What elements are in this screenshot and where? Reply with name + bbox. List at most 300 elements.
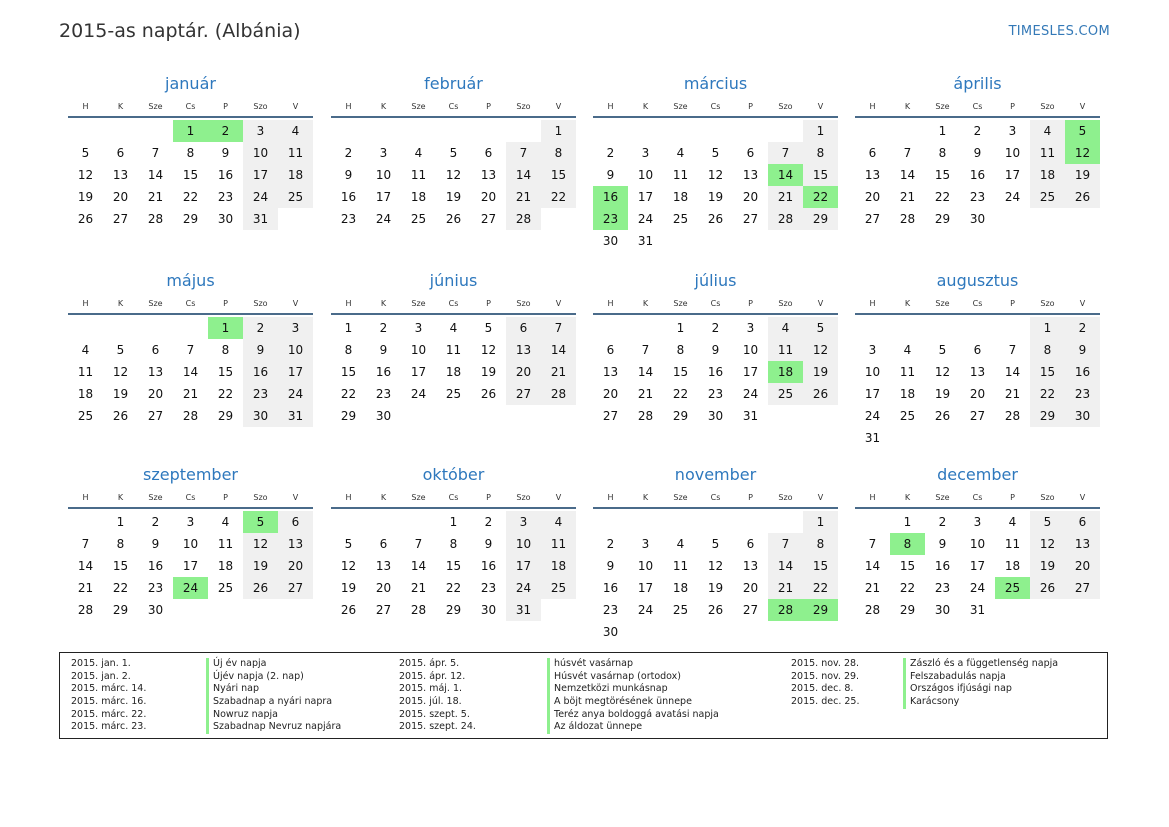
empty-day-cell	[68, 511, 103, 533]
weekday-label: H	[607, 102, 614, 111]
day-cell: 6	[606, 343, 615, 357]
day-cell: 30	[217, 212, 234, 226]
day-cell: 10	[1004, 146, 1021, 160]
day-cell: 22	[182, 190, 199, 204]
holiday-name: Nowruz napja	[206, 709, 341, 722]
holiday-names-column	[206, 658, 341, 734]
day-cell: 20	[1065, 555, 1100, 577]
empty-day-cell	[925, 317, 960, 339]
empty-day-cell	[401, 120, 436, 142]
day-cell: 20	[742, 581, 759, 595]
day-cell: 19	[112, 387, 129, 401]
day-cell: 17	[506, 555, 541, 577]
day-cell: 2	[973, 124, 982, 138]
week-row	[593, 186, 838, 208]
day-cell: 20	[112, 190, 129, 204]
day-cell: 19	[445, 190, 462, 204]
empty-day-cell	[628, 511, 663, 533]
empty-day-cell	[436, 405, 471, 427]
empty-day-cell	[1030, 427, 1065, 449]
day-cell: 20	[602, 387, 619, 401]
day-cell: 29	[934, 212, 951, 226]
day-cell: 1	[938, 124, 947, 138]
day-cell: 14	[77, 559, 94, 573]
day-cell: 31	[864, 431, 881, 445]
empty-day-cell	[768, 405, 803, 427]
month-március	[593, 73, 838, 252]
weekday-label: Sze	[673, 493, 688, 502]
day-cell: 30	[602, 625, 619, 639]
month-name: március	[683, 74, 748, 93]
day-cell: 18	[672, 581, 689, 595]
day-cell: 15	[112, 559, 129, 573]
day-cell: 24	[1004, 190, 1021, 204]
day-cell: 28	[768, 208, 803, 230]
day-cell: 28	[1004, 409, 1021, 423]
week-row	[68, 208, 313, 230]
month-name: október	[422, 465, 485, 484]
weekday-label: Sze	[935, 102, 950, 111]
holiday-dates-column	[791, 658, 859, 709]
day-cell: 15	[340, 365, 357, 379]
weekday-label: P	[223, 102, 228, 111]
empty-day-cell	[1030, 599, 1065, 621]
holiday-name: Új év napja	[206, 658, 341, 671]
weekday-label: P	[486, 493, 491, 502]
day-cell: 9	[151, 537, 160, 551]
day-cell: 8	[938, 146, 947, 160]
day-cell: 20	[480, 190, 497, 204]
day-cell: 21	[77, 581, 94, 595]
day-cell: 6	[151, 343, 160, 357]
weekday-label: K	[117, 493, 124, 502]
day-cell: 24	[637, 603, 654, 617]
empty-day-cell	[663, 511, 698, 533]
day-cell: 20	[969, 387, 986, 401]
day-cell: 13	[864, 168, 881, 182]
day-cell: 24	[742, 387, 759, 401]
day-cell: 29	[803, 599, 838, 621]
day-cell: 5	[711, 537, 720, 551]
day-cell: 23	[217, 190, 234, 204]
holiday-name: Szabadnap a nyári napra	[206, 696, 341, 709]
day-cell: 8	[890, 533, 925, 555]
weekday-label: V	[555, 493, 562, 502]
holiday-name: Felszabadulás napja	[903, 671, 1058, 684]
day-cell: 19	[340, 581, 357, 595]
day-cell: 22	[1030, 383, 1065, 405]
day-cell: 12	[480, 343, 497, 357]
day-cell: 3	[641, 537, 650, 551]
weekday-header	[331, 489, 576, 507]
day-cell: 30	[1065, 405, 1100, 427]
day-cell: 9	[243, 339, 278, 361]
day-cell: 23	[243, 383, 278, 405]
empty-day-cell	[698, 511, 733, 533]
empty-day-cell	[698, 621, 733, 643]
weekday-label: P	[223, 493, 228, 502]
week-row	[593, 230, 838, 252]
weekday-label: H	[607, 493, 614, 502]
weekday-label: Szo	[516, 299, 531, 308]
weekday-label: Cs	[972, 299, 983, 308]
month-name: április	[953, 74, 1002, 93]
day-cell: 11	[217, 537, 234, 551]
day-cell: 16	[593, 186, 628, 208]
day-cell: 20	[147, 387, 164, 401]
day-cell: 7	[768, 142, 803, 164]
day-cell: 7	[414, 537, 423, 551]
day-cell: 3	[278, 317, 313, 339]
day-cell: 25	[217, 581, 234, 595]
week-row	[68, 383, 313, 405]
holiday-name: Országos ifjúsági nap	[903, 683, 1058, 696]
empty-day-cell	[173, 599, 208, 621]
week-row	[593, 533, 838, 555]
day-cell: 14	[899, 168, 916, 182]
holiday-date: 2015. márc. 14.	[71, 683, 147, 695]
day-cell: 29	[672, 409, 689, 423]
day-cell: 12	[112, 365, 129, 379]
holiday-date: 2015. nov. 29.	[791, 670, 860, 682]
month-január	[68, 73, 313, 230]
day-cell: 2	[711, 321, 720, 335]
day-cell: 22	[672, 387, 689, 401]
day-cell: 29	[112, 603, 129, 617]
empty-day-cell	[855, 317, 890, 339]
day-cell: 25	[768, 383, 803, 405]
empty-day-cell	[663, 120, 698, 142]
weekday-label: H	[869, 299, 876, 308]
day-cell: 31	[742, 409, 759, 423]
day-cell: 10	[742, 343, 759, 357]
day-cell: 1	[903, 515, 912, 529]
month-augusztus	[855, 270, 1100, 449]
day-cell: 11	[278, 142, 313, 164]
day-cell: 28	[182, 409, 199, 423]
holiday-name: Húsvét vasárnap (ortodox)	[547, 671, 719, 684]
day-cell: 27	[375, 603, 392, 617]
empty-day-cell	[331, 120, 366, 142]
day-cell: 23	[969, 190, 986, 204]
day-cell: 18	[541, 555, 576, 577]
weekday-label: P	[486, 102, 491, 111]
day-cell: 18	[768, 361, 803, 383]
day-cell: 5	[344, 537, 353, 551]
day-cell: 18	[672, 190, 689, 204]
day-cell: 6	[973, 343, 982, 357]
empty-day-cell	[803, 621, 838, 643]
empty-day-cell	[401, 405, 436, 427]
weekday-header	[68, 295, 313, 313]
day-cell: 17	[410, 365, 427, 379]
month-szeptember	[68, 464, 313, 621]
weekday-label: H	[82, 299, 89, 308]
day-cell: 24	[969, 581, 986, 595]
day-cell: 25	[278, 186, 313, 208]
empty-day-cell	[995, 599, 1030, 621]
day-cell: 31	[243, 208, 278, 230]
week-row	[68, 164, 313, 186]
day-cell: 15	[445, 559, 462, 573]
week-row	[855, 361, 1100, 383]
header-divider	[68, 313, 313, 315]
day-cell: 26	[112, 409, 129, 423]
weekday-label: K	[380, 299, 387, 308]
day-cell: 16	[340, 190, 357, 204]
day-cell: 28	[541, 383, 576, 405]
week-row	[68, 361, 313, 383]
day-cell: 25	[899, 409, 916, 423]
holiday-date: 2015. szept. 24.	[399, 721, 476, 733]
day-cell: 18	[899, 387, 916, 401]
day-cell: 7	[903, 146, 912, 160]
weekday-label: K	[380, 493, 387, 502]
day-cell: 17	[1004, 168, 1021, 182]
day-cell: 22	[803, 577, 838, 599]
weekday-label: Cs	[972, 102, 983, 111]
day-cell: 8	[803, 142, 838, 164]
header-divider	[593, 116, 838, 118]
holiday-names-column	[547, 658, 719, 734]
week-row	[68, 577, 313, 599]
day-cell: 6	[379, 537, 388, 551]
day-cell: 9	[938, 537, 947, 551]
day-cell: 20	[375, 581, 392, 595]
day-cell: 1	[449, 515, 458, 529]
day-cell: 7	[641, 343, 650, 357]
day-cell: 27	[480, 212, 497, 226]
week-row	[855, 533, 1100, 555]
day-cell: 2	[344, 146, 353, 160]
weekday-label: V	[1079, 493, 1086, 502]
day-cell: 19	[707, 190, 724, 204]
week-row	[68, 555, 313, 577]
day-cell: 2	[938, 515, 947, 529]
day-cell: 14	[147, 168, 164, 182]
week-row	[68, 142, 313, 164]
day-cell: 8	[186, 146, 195, 160]
week-row	[331, 164, 576, 186]
weekday-label: P	[223, 299, 228, 308]
day-cell: 27	[147, 409, 164, 423]
day-cell: 28	[768, 599, 803, 621]
week-row	[331, 120, 576, 142]
day-cell: 19	[77, 190, 94, 204]
week-row	[331, 186, 576, 208]
week-row	[593, 405, 838, 427]
day-cell: 14	[541, 339, 576, 361]
empty-day-cell	[278, 599, 313, 621]
header-divider	[331, 507, 576, 509]
week-row	[855, 577, 1100, 599]
day-cell: 21	[182, 387, 199, 401]
holiday-name: húsvét vasárnap	[547, 658, 719, 671]
holiday-list	[59, 652, 1108, 739]
weekday-label: K	[904, 102, 911, 111]
day-cell: 15	[182, 168, 199, 182]
empty-day-cell	[995, 427, 1030, 449]
weekday-label: Cs	[710, 493, 721, 502]
day-cell: 6	[868, 146, 877, 160]
day-cell: 31	[278, 405, 313, 427]
weekday-label: Sze	[673, 299, 688, 308]
day-cell: 3	[506, 511, 541, 533]
holiday-date: 2015. jan. 1.	[71, 658, 131, 669]
day-cell: 5	[449, 146, 458, 160]
week-row	[331, 317, 576, 339]
empty-day-cell	[593, 317, 628, 339]
day-cell: 30	[969, 212, 986, 226]
month-december	[855, 464, 1100, 621]
empty-day-cell	[733, 120, 768, 142]
day-cell: 4	[676, 146, 685, 160]
weekday-header	[855, 295, 1100, 313]
empty-day-cell	[208, 599, 243, 621]
day-cell: 11	[899, 365, 916, 379]
day-cell: 30	[707, 409, 724, 423]
weekday-label: K	[380, 102, 387, 111]
day-cell: 31	[637, 234, 654, 248]
empty-day-cell	[173, 317, 208, 339]
weekday-label: V	[1079, 299, 1086, 308]
empty-day-cell	[1065, 427, 1100, 449]
empty-day-cell	[628, 317, 663, 339]
week-row	[593, 142, 838, 164]
holiday-dates-column	[399, 658, 476, 734]
day-cell: 21	[768, 186, 803, 208]
day-cell: 15	[1030, 361, 1065, 383]
day-cell: 23	[602, 603, 619, 617]
day-cell: 8	[116, 537, 125, 551]
empty-day-cell	[628, 621, 663, 643]
holiday-name: Az áldozat ünnepe	[547, 721, 719, 734]
day-cell: 16	[147, 559, 164, 573]
empty-day-cell	[925, 427, 960, 449]
day-cell: 22	[541, 186, 576, 208]
day-cell: 8	[221, 343, 230, 357]
header-divider	[331, 116, 576, 118]
weekday-label: K	[117, 299, 124, 308]
day-cell: 8	[541, 142, 576, 164]
weekday-label: Cs	[448, 299, 459, 308]
day-cell: 9	[606, 559, 615, 573]
month-name: május	[166, 271, 215, 290]
week-row	[331, 533, 576, 555]
day-cell: 2	[484, 515, 493, 529]
day-cell: 3	[379, 146, 388, 160]
month-október	[331, 464, 576, 621]
day-cell: 3	[641, 146, 650, 160]
day-cell: 12	[77, 168, 94, 182]
day-cell: 26	[243, 577, 278, 599]
day-cell: 7	[186, 343, 195, 357]
day-cell: 14	[182, 365, 199, 379]
day-cell: 26	[340, 603, 357, 617]
day-cell: 23	[707, 387, 724, 401]
holiday-name: Karácsony	[903, 696, 1058, 709]
holiday-names-column	[903, 658, 1058, 709]
weekday-label: V	[1079, 102, 1086, 111]
empty-day-cell	[278, 208, 313, 230]
holiday-date: 2015. dec. 25.	[791, 696, 860, 708]
weekday-label: H	[82, 102, 89, 111]
day-cell: 5	[803, 317, 838, 339]
holiday-name: Szabadnap Nevruz napjára	[206, 721, 341, 734]
day-cell: 23	[934, 581, 951, 595]
day-cell: 4	[414, 146, 423, 160]
day-cell: 5	[116, 343, 125, 357]
day-cell: 8	[676, 343, 685, 357]
weekday-label: P	[748, 102, 753, 111]
week-row	[593, 577, 838, 599]
weekday-label: P	[486, 299, 491, 308]
day-cell: 22	[934, 190, 951, 204]
day-cell: 17	[969, 559, 986, 573]
day-cell: 10	[375, 168, 392, 182]
day-cell: 16	[969, 168, 986, 182]
day-cell: 8	[344, 343, 353, 357]
day-cell: 9	[344, 168, 353, 182]
empty-day-cell	[768, 621, 803, 643]
day-cell: 12	[803, 339, 838, 361]
day-cell: 14	[506, 164, 541, 186]
empty-day-cell	[541, 405, 576, 427]
holiday-date: 2015. szept. 5.	[399, 708, 470, 720]
day-cell: 11	[672, 168, 689, 182]
day-cell: 12	[1030, 533, 1065, 555]
day-cell: 16	[217, 168, 234, 182]
holiday-date: 2015. ápr. 12.	[399, 670, 466, 682]
weekday-label: K	[904, 493, 911, 502]
day-cell: 26	[707, 603, 724, 617]
weekday-label: H	[869, 102, 876, 111]
day-cell: 5	[243, 511, 278, 533]
day-cell: 10	[969, 537, 986, 551]
weekday-label: Szo	[778, 299, 793, 308]
week-row	[855, 511, 1100, 533]
day-cell: 17	[864, 387, 881, 401]
day-cell: 4	[449, 321, 458, 335]
holiday-date: 2015. máj. 1.	[399, 683, 463, 695]
header-divider	[68, 116, 313, 118]
day-cell: 12	[340, 559, 357, 573]
day-cell: 25	[995, 577, 1030, 599]
month-name: augusztus	[936, 271, 1019, 290]
weekday-label: Szo	[1040, 299, 1055, 308]
empty-day-cell	[995, 317, 1030, 339]
holiday-name: Nyári nap	[206, 683, 341, 696]
day-cell: 24	[637, 212, 654, 226]
weekday-label: V	[292, 102, 299, 111]
week-row	[855, 164, 1100, 186]
day-cell: 22	[445, 581, 462, 595]
day-cell: 21	[541, 361, 576, 383]
weekday-header	[593, 98, 838, 116]
holiday-date: 2015. nov. 28.	[791, 658, 860, 669]
day-cell: 24	[410, 387, 427, 401]
day-cell: 19	[243, 555, 278, 577]
day-cell: 9	[973, 146, 982, 160]
week-row	[855, 120, 1100, 142]
day-cell: 16	[480, 559, 497, 573]
weekday-header	[593, 295, 838, 313]
day-cell: 25	[445, 387, 462, 401]
brand-link[interactable]: TIMESLES.COM	[1008, 24, 1110, 39]
weekday-label: Sze	[411, 493, 426, 502]
day-cell: 19	[803, 361, 838, 383]
month-name: február	[424, 74, 483, 93]
